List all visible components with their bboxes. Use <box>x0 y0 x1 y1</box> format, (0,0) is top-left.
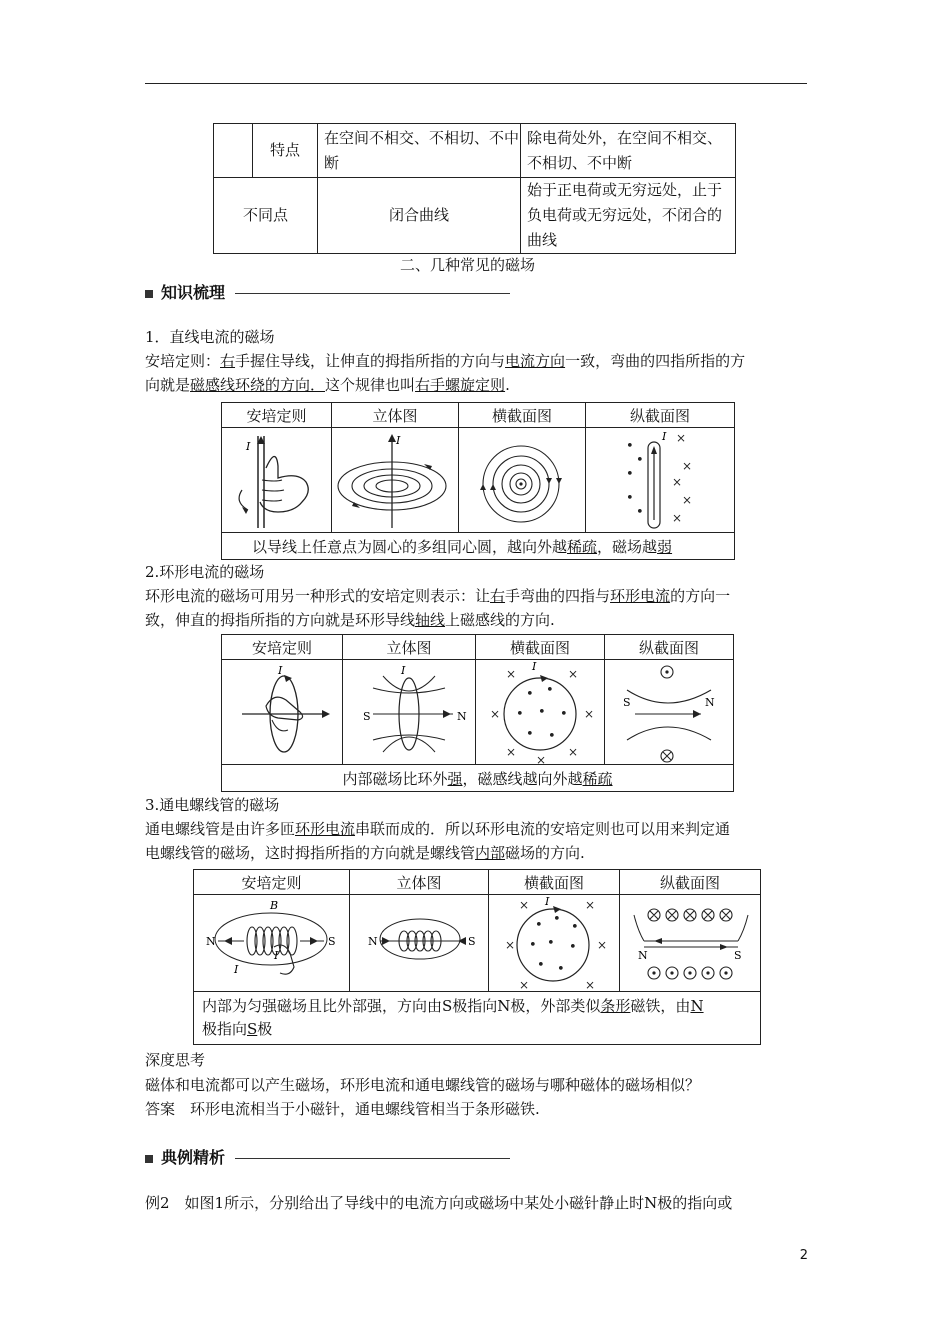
figure-cell <box>476 660 605 765</box>
figure-cell <box>620 895 761 992</box>
svg-text:•: • <box>537 958 545 973</box>
s3-paragraph: 通电螺线管是由许多匝环形电流串联而成的．所以环形电流的安培定则也可以用来判定通 电螺线管的磁场，这时拇指所指的方向就是螺线管内部磁场的方向. <box>145 820 731 862</box>
s2-table <box>221 634 734 792</box>
svg-text:×: × <box>585 978 596 991</box>
ring-current-3d-figure <box>343 660 475 764</box>
svg-text:I: I <box>532 660 537 673</box>
page-number: 2 <box>799 1248 808 1263</box>
col-header: 立体图 <box>332 403 459 428</box>
figure-cell <box>605 660 734 765</box>
col-header: 安培定则 <box>194 870 350 895</box>
header-rule <box>145 83 807 84</box>
svg-text:×: × <box>585 898 596 912</box>
svg-text:×: × <box>672 511 683 525</box>
table-caption: 以导线上任意点为圆心的多组同心圆，越向外越稀疏，磁场越弱 <box>222 533 735 560</box>
square-bullet-icon <box>145 1155 153 1163</box>
deep-think-answer: 答案 环形电流相当于小磁针，通电螺线管相当于条形磁铁. <box>145 1100 540 1118</box>
svg-text:×: × <box>519 978 530 991</box>
svg-text:×: × <box>490 707 501 721</box>
svg-text:×: × <box>682 493 693 507</box>
table-cell: 始于正电荷或无穷远处，止于负电荷或无穷远处，不闭合的曲线 <box>521 178 736 254</box>
straight-wire-longitudinal-figure <box>586 428 734 532</box>
svg-text:•: • <box>626 439 634 454</box>
svg-text:•: • <box>636 453 644 468</box>
figure-cell <box>350 895 489 992</box>
svg-text:×: × <box>584 707 595 721</box>
svg-text:B: B <box>270 899 279 912</box>
svg-text:×: × <box>568 745 579 759</box>
col-header: 纵截面图 <box>605 635 734 660</box>
svg-text:•: • <box>538 705 546 720</box>
svg-text:×: × <box>536 753 547 764</box>
s3-title: 3.通电螺线管的磁场 <box>145 796 280 814</box>
svg-text:•: • <box>516 707 524 722</box>
svg-text:×: × <box>505 938 516 952</box>
table-cell: 在空间不相交、不相切、不中断 <box>318 124 521 178</box>
figure-cell <box>194 895 350 992</box>
ring-current-cross-section-figure <box>476 660 604 764</box>
table-cell: 闭合曲线 <box>318 178 521 254</box>
svg-text:•: • <box>560 707 568 722</box>
s1-table <box>221 402 735 560</box>
svg-text:×: × <box>568 667 579 681</box>
svg-text:•: • <box>529 938 537 953</box>
col-header: 横截面图 <box>476 635 605 660</box>
svg-text:•: • <box>626 491 634 506</box>
comparison-table <box>213 123 736 254</box>
deep-think-title: 深度思考 <box>145 1051 206 1069</box>
svg-text:S: S <box>468 935 476 948</box>
straight-wire-3d-figure <box>332 428 458 532</box>
col-header: 立体图 <box>343 635 476 660</box>
figure-cell <box>459 428 586 533</box>
section-title: 二、几种常见的磁场 <box>400 256 536 274</box>
s3-table <box>193 869 761 1045</box>
straight-wire-cross-section-figure <box>459 428 585 532</box>
table-blank-cell <box>214 124 253 178</box>
svg-text:I: I <box>396 434 401 447</box>
s1-title: 1．直线电流的磁场 <box>145 328 275 346</box>
svg-text:I: I <box>234 963 239 976</box>
svg-text:×: × <box>672 475 683 489</box>
svg-text:•: • <box>636 505 644 520</box>
square-bullet-icon <box>145 290 153 298</box>
heading-rule <box>235 293 510 294</box>
figure-cell <box>222 660 343 765</box>
figure-cell <box>586 428 735 533</box>
svg-text:•: • <box>547 936 555 951</box>
figure-cell <box>332 428 459 533</box>
s1-paragraph: 安培定则：右手握住导线，让伸直的拇指所指的方向与电流方向一致，弯曲的四指所指的方 向就是磁感线环绕的方向．这个规律也叫右手螺旋定则. <box>145 352 746 394</box>
table-row-label: 特点 <box>253 124 318 178</box>
figure-cell <box>489 895 620 992</box>
svg-text:I: I <box>278 664 283 677</box>
svg-text:×: × <box>676 431 687 445</box>
figure-cell <box>343 660 476 765</box>
svg-text:×: × <box>506 745 517 759</box>
example-heading <box>145 1145 510 1168</box>
svg-text:•: • <box>626 467 634 482</box>
svg-text:•: • <box>571 920 579 935</box>
table-caption: 内部磁场比环外强，磁感线越向外越稀疏 <box>222 765 734 792</box>
svg-text:×: × <box>506 667 517 681</box>
example-text: 例2 如图1所示，分别给出了导线中的电流方向或磁场中某处小磁针静止时N极的指向或 <box>145 1194 733 1212</box>
col-header: 纵截面图 <box>620 870 761 895</box>
ring-current-longitudinal-figure <box>605 660 733 764</box>
svg-text:I: I <box>401 664 406 677</box>
svg-text:•: • <box>557 962 565 977</box>
col-header: 安培定则 <box>222 403 332 428</box>
svg-text:×: × <box>597 938 608 952</box>
svg-text:•: • <box>546 683 554 698</box>
col-header: 横截面图 <box>459 403 586 428</box>
col-header: 立体图 <box>350 870 489 895</box>
svg-text:I: I <box>545 895 550 908</box>
svg-text:•: • <box>526 687 534 702</box>
svg-text:•: • <box>569 940 577 955</box>
table-caption: 内部为匀强磁场且比外部强，方向由S极指向N极，外部类似条形磁铁，由N 极指向S极 <box>194 992 761 1045</box>
svg-text:N: N <box>638 949 648 962</box>
svg-text:N: N <box>206 935 216 948</box>
svg-text:S: S <box>734 949 742 962</box>
table-cell: 除电荷处外，在空间不相交、不相切、不中断 <box>521 124 736 178</box>
col-header: 横截面图 <box>489 870 620 895</box>
right-hand-solenoid-figure <box>194 895 349 991</box>
svg-text:•: • <box>526 727 534 742</box>
svg-text:S: S <box>363 710 371 723</box>
solenoid-cross-section-figure <box>489 895 619 991</box>
svg-text:N: N <box>457 710 467 723</box>
heading-rule <box>235 1158 510 1159</box>
col-header: 纵截面图 <box>586 403 735 428</box>
svg-text:I: I <box>274 949 279 962</box>
col-header: 安培定则 <box>222 635 343 660</box>
svg-text:•: • <box>535 918 543 933</box>
table-row-label: 不同点 <box>214 178 318 254</box>
svg-text:×: × <box>519 898 530 912</box>
solenoid-3d-figure <box>350 895 488 991</box>
right-hand-straight-wire-figure <box>222 428 331 532</box>
heading-text: 知识梳理 <box>161 283 226 302</box>
svg-text:I: I <box>662 430 667 443</box>
svg-text:N: N <box>705 696 715 709</box>
solenoid-longitudinal-figure <box>620 895 760 991</box>
knowledge-heading <box>145 280 510 303</box>
heading-text: 典例精析 <box>161 1148 226 1167</box>
svg-text:•: • <box>553 912 561 927</box>
s2-paragraph: 环形电流的磁场可用另一种形式的安培定则表示：让右手弯曲的四指与环形电流的方向一 致，伸直的拇指所指的方向就是环形导线轴线上磁感线的方向. <box>145 587 731 629</box>
svg-text:I: I <box>246 440 251 453</box>
svg-text:×: × <box>682 459 693 473</box>
s2-title: 2.环形电流的磁场 <box>145 563 265 581</box>
deep-think-question: 磁体和电流都可以产生磁场，环形电流和通电螺线管的磁场与哪种磁体的磁场相似？ <box>145 1076 701 1094</box>
svg-text:S: S <box>328 935 336 948</box>
right-hand-ring-current-figure <box>222 660 342 764</box>
figure-cell <box>222 428 332 533</box>
svg-text:•: • <box>548 729 556 744</box>
svg-text:N: N <box>368 935 378 948</box>
svg-text:S: S <box>623 696 631 709</box>
